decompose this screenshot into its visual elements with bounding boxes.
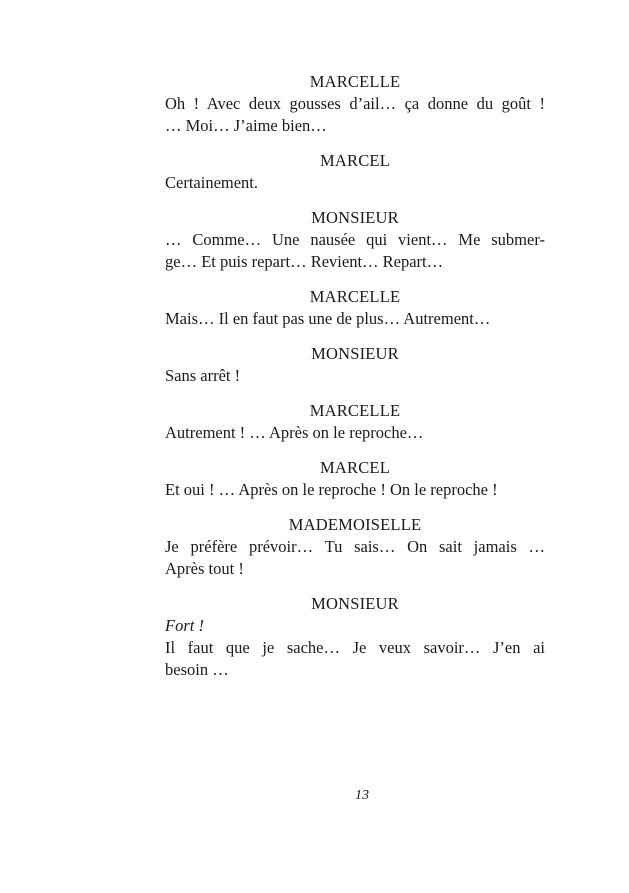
dialogue-block xyxy=(165,71,545,137)
dialogue-block xyxy=(165,343,545,387)
dialogue-line: Il faut que je sache… Je veux savoir… J’en ai xyxy=(165,638,545,657)
dialogue-line: ge… Et puis repart… Revient… Repart… xyxy=(165,252,444,271)
speaker-name: MONSIEUR xyxy=(311,208,399,227)
dialogue-block xyxy=(165,457,545,501)
dialogue-line: … Moi… J’aime bien… xyxy=(165,116,327,135)
dialogue-line: Mais… Il en faut pas une de plus… Autrement… xyxy=(165,309,491,328)
dialogue-line: Après tout ! xyxy=(165,559,244,578)
dialogue-line: besoin … xyxy=(165,660,229,679)
dialogue-block xyxy=(165,514,545,580)
dialogue-line: Je préfère prévoir… Tu sais… On sait jamais … xyxy=(165,537,545,556)
dialogue-line: Autrement ! … Après on le reproche… xyxy=(165,423,424,442)
dialogue-line: … Comme… Une nausée qui vient… Me submer- xyxy=(165,230,545,249)
dialogue-block xyxy=(165,150,545,194)
dialogue-block xyxy=(165,593,545,681)
dialogue-block xyxy=(165,286,545,330)
dialogue-block xyxy=(165,207,545,273)
dialogue-line: Et oui ! … Après on le reproche ! On le reproche ! xyxy=(165,480,498,499)
page-number: 13 xyxy=(355,788,369,803)
dialogue-line: Sans arrêt ! xyxy=(165,366,241,385)
speaker-name: MARCEL xyxy=(320,151,390,170)
speaker-name: MARCELLE xyxy=(309,287,401,306)
speaker-name: MARCELLE xyxy=(309,72,401,91)
speaker-name: MONSIEUR xyxy=(311,594,399,613)
speaker-name: MONSIEUR xyxy=(311,344,399,363)
dialogue-line: Oh ! Avec deux gousses d’ail… ça donne du goût ! xyxy=(165,94,545,113)
speaker-name: MADEMOISELLE xyxy=(288,515,422,534)
script-page xyxy=(165,71,545,694)
stage-direction: Fort ! xyxy=(165,616,204,635)
dialogue-line: Certainement. xyxy=(165,173,259,192)
dialogue-block xyxy=(165,400,545,444)
speaker-name: MARCELLE xyxy=(309,401,401,420)
speaker-name: MARCEL xyxy=(320,458,390,477)
